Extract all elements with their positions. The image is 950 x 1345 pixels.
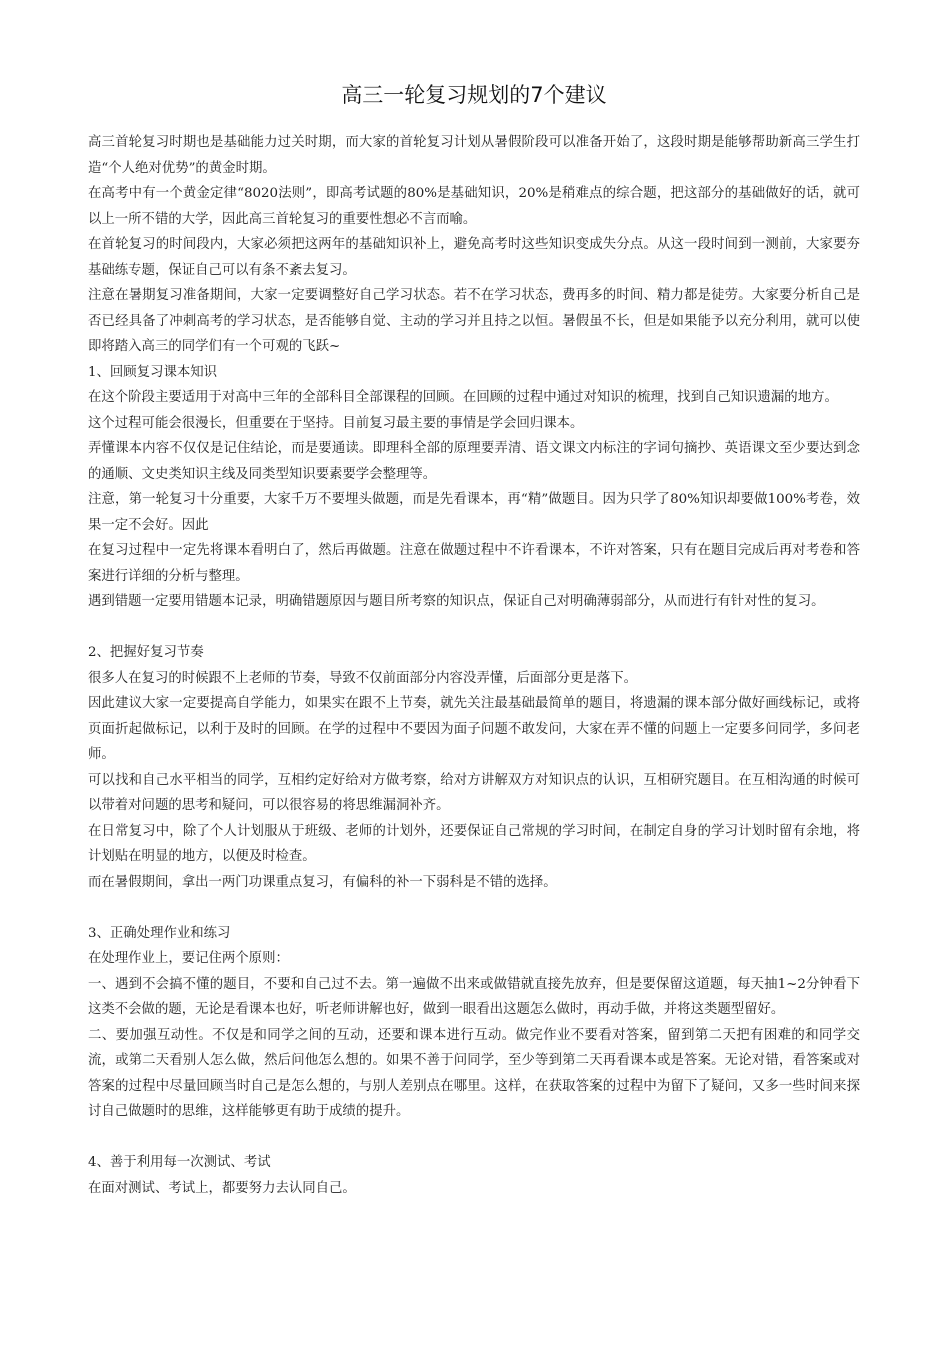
intro-paragraph-1: 高三首轮复习时期也是基础能力过关时期，而大家的首轮复习计划从暑假阶段可以准备开始了，这段时期是能够帮助新高三学生打造“个人绝对优势”的黄金时期。 <box>88 135 860 176</box>
section-paragraph: 一、遇到不会搞不懂的题目，不要和自己过不去。第一遍做不出来或做错就直接先放弃，但是要保留这道题，每天抽1~2分钟看下这类不会做的题，无论是看课本也好，听老师讲解也好，做到一眼看出这题怎么做时，再动手做，并将这类题型留好。 <box>88 976 860 1017</box>
section-1 <box>88 360 860 615</box>
blank-line <box>88 895 860 921</box>
section-paragraph: 很多人在复习的时候跟不上老师的节奏，导致不仅前面部分内容没弄懂，后面部分更是落下。 <box>88 670 638 686</box>
section-paragraph: 可以找和自己水平相当的同学，互相约定好给对方做考察，给对方讲解双方对知识点的认识，互相研究题目。在互相沟通的时候可以带着对问题的思考和疑问，可以很容易的将思维漏洞补齐。 <box>88 772 860 813</box>
page-title: 高三一轮复习规划的7个建议 <box>341 83 607 107</box>
section-paragraph: 在这个阶段主要适用于对高中三年的全部科目全部课程的回顾。在回顾的过程中通过对知识的梳理，找到自己知识遗漏的地方。 <box>88 390 838 405</box>
section-heading: 1、回顾复习课本知识 <box>88 364 218 380</box>
intro-paragraph-3: 在首轮复习的时间段内，大家必须把这两年的基础知识补上，避免高考时这些知识变成失分点。从这一段时间到一测前，大家要夯基础练专题，保证自己可以有条不紊去复习。 <box>88 237 860 278</box>
intro-paragraph-4: 注意在暑期复习准备期间，大家一定要调整好自己学习状态。若不在学习状态，费再多的时间、精力都是徒劳。大家要分析自己是否已经具备了冲刺高考的学习状态，是否能够自觉、主动的学习并且持之以恒。暑假虽不长，但是如果能予以充分利用，就可以使即将踏入高三的同学们有一个可观的飞跃~ <box>88 288 860 354</box>
section-paragraph: 而在暑假期间，拿出一两门功课重点复习，有偏科的补一下弱科是不错的选择。 <box>88 874 557 890</box>
section-paragraph: 弄懂课本内容不仅仅是记住结论，而是要通读。即理科全部的原理要弄清、语文课文内标注的字词句摘抄、英语课文至少要达到念的通顺、文史类知识主线及同类型知识要素要学会整理等。 <box>88 441 860 482</box>
section-3 <box>88 921 860 1125</box>
section-paragraph: 在日常复习中，除了个人计划服从于班级、老师的计划外，还要保证自己常规的学习时间，在制定自身的学习计划时留有余地，将计划贴在明显的地方，以便及时检查。 <box>88 823 860 864</box>
section-paragraph: 在处理作业上，要记住两个原则： <box>88 951 289 966</box>
section-paragraph: 在面对测试、考试上，都要努力去认同自己。 <box>88 1180 356 1196</box>
intro-section <box>88 130 860 360</box>
section-2 <box>88 640 860 895</box>
intro-paragraph-2: 在高考中有一个黄金定律“8020法则”，即高考试题的80%是基础知识，20%是稍难点的综合题，把这部分的基础做好的话，就可以上一所不错的大学，因此高三首轮复习的重要性想必不言而喻。 <box>88 186 860 227</box>
section-paragraph: 这个过程可能会很漫长，但重要在于坚持。目前复习最主要的事情是学会回归课本。 <box>88 415 584 431</box>
section-heading: 3、正确处理作业和练习 <box>88 925 231 941</box>
section-heading: 2、把握好复习节奏 <box>88 645 204 660</box>
section-heading: 4、善于利用每一次测试、考试 <box>88 1155 271 1170</box>
section-paragraph: 因此建议大家一定要提高自学能力，如果实在跟不上节奏，就先关注最基础最简单的题目，将遗漏的课本部分做好画线标记，或将页面折起做标记，以利于及时的回顾。在学的过程中不要因为面子问题不敢发问，大家在弄不懂的问题上一定要多问同学，多问老师。 <box>88 696 860 762</box>
section-paragraph: 二、要加强互动性。不仅是和同学之间的互动，还要和课本进行互动。做完作业不要看对答案，留到第二天把有困难的和同学交流，或第二天看别人怎么做，然后问他怎么想的。如果不善于问同学，至少等到第二天再看课本或是答案。无论对错，看答案或对答案的过程中尽量回顾当时自己是怎么想的，与别人差别点在哪里。这样，在获取答案的过程中为留下了疑问，又多一些时间来探讨自己做题时的思维，这样能够更有助于成绩的提升。 <box>88 1027 860 1119</box>
section-paragraph: 遇到错题一定要用错题本记录，明确错题原因与题目所考察的知识点，保证自己对明确薄弱部分，从而进行有针对性的复习。 <box>88 594 825 609</box>
section-paragraph: 在复习过程中一定先将课本看明白了，然后再做题。注意在做题过程中不许看课本，不许对答案，只有在题目完成后再对考卷和答案进行详细的分析与整理。 <box>88 543 860 584</box>
section-paragraph: 注意，第一轮复习十分重要，大家千万不要埋头做题，而是先看课本，再“精”做题目。因为只学了80%知识却要做100%考卷，效果一定不会好。因此 <box>88 492 860 533</box>
blank-line <box>88 615 860 641</box>
document-page <box>88 78 860 1201</box>
section-4 <box>88 1150 860 1201</box>
blank-line <box>88 1125 860 1151</box>
